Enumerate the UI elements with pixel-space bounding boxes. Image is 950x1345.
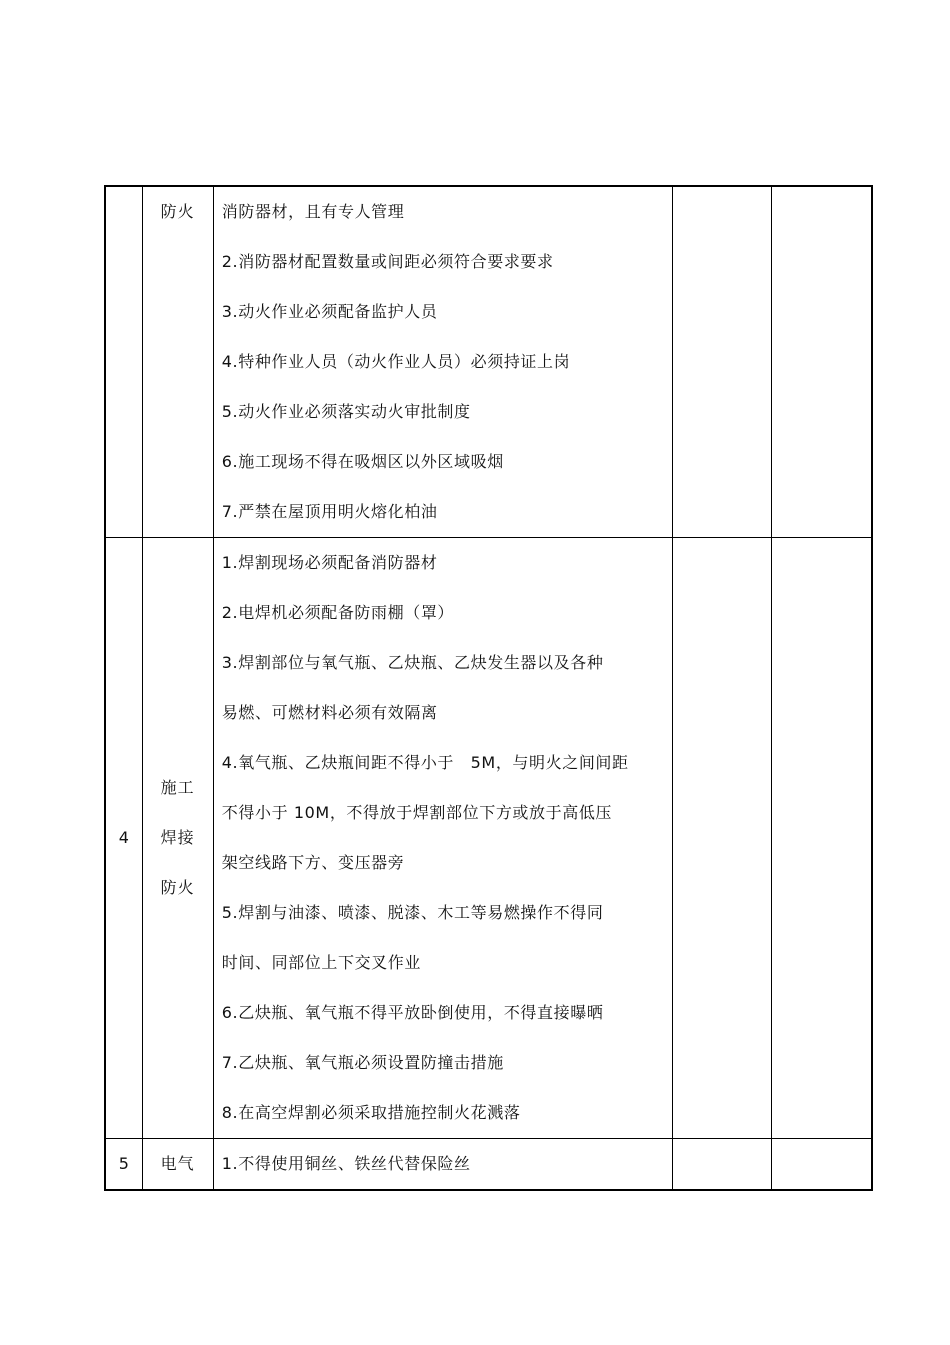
requirement-line: 5.焊割与油漆、喷漆、脱漆、木工等易燃操作不得同 bbox=[221, 903, 604, 922]
item-label: 防火 bbox=[160, 202, 195, 221]
remark-cell bbox=[772, 1139, 872, 1191]
requirement-line: 1.不得使用铜丝、铁丝代替保险丝 bbox=[221, 1154, 471, 1173]
item-cell bbox=[142, 186, 213, 538]
table-row bbox=[105, 538, 872, 1139]
requirement-line: 8.在高空焊割必须采取措施控制火花溅落 bbox=[221, 1103, 521, 1122]
remark-cell bbox=[772, 186, 872, 538]
row-number: 5 bbox=[118, 1154, 129, 1173]
requirement-line: 消防器材，且有专人管理 bbox=[221, 202, 405, 221]
requirement-line: 5.动火作业必须落实动火审批制度 bbox=[221, 402, 471, 421]
requirements-cell bbox=[213, 538, 672, 1139]
item-label: 电气 bbox=[160, 1154, 195, 1173]
table-row bbox=[105, 1139, 872, 1191]
check-result-cell bbox=[672, 1139, 771, 1191]
requirement-line: 6.乙炔瓶、氧气瓶不得平放卧倒使用，不得直接曝晒 bbox=[221, 1003, 604, 1022]
item-label-line: 施工 bbox=[160, 778, 195, 797]
requirements-cell bbox=[213, 186, 672, 538]
row-number-cell bbox=[105, 1139, 142, 1191]
requirement-line: 3.焊割部位与氧气瓶、乙炔瓶、乙炔发生器以及各种 bbox=[221, 653, 604, 672]
requirement-line: 易燃、可燃材料必须有效隔离 bbox=[221, 703, 438, 722]
requirement-line: 4.特种作业人员（动火作业人员）必须持证上岗 bbox=[221, 352, 571, 371]
remark-cell bbox=[772, 538, 872, 1139]
check-result-cell bbox=[672, 538, 771, 1139]
requirement-line: 7.严禁在屋顶用明火熔化柏油 bbox=[221, 502, 438, 521]
requirements-cell bbox=[213, 1139, 672, 1191]
item-cell bbox=[142, 1139, 213, 1191]
requirement-line: 架空线路下方、变压器旁 bbox=[221, 853, 405, 872]
requirement-line: 2.消防器材配置数量或间距必须符合要求要求 bbox=[221, 252, 554, 271]
requirement-line: 3.动火作业必须配备监护人员 bbox=[221, 302, 438, 321]
item-label-line: 焊接 bbox=[160, 828, 195, 847]
requirement-line: 不得小于 10M，不得放于焊割部位下方或放于高低压 bbox=[221, 803, 613, 822]
requirement-line: 7.乙炔瓶、氧气瓶必须设置防撞击措施 bbox=[221, 1053, 504, 1072]
requirement-line: 1.焊割现场必须配备消防器材 bbox=[221, 553, 438, 572]
requirement-line: 6.施工现场不得在吸烟区以外区域吸烟 bbox=[221, 452, 504, 471]
item-cell bbox=[142, 538, 213, 1139]
table-row bbox=[105, 186, 872, 538]
requirement-line: 时间、同部位上下交叉作业 bbox=[221, 953, 421, 972]
row-number-cell bbox=[105, 186, 142, 538]
requirement-line: 4.氧气瓶、乙炔瓶间距不得小于 5M，与明火之间间距 bbox=[221, 753, 629, 772]
row-number: 4 bbox=[118, 828, 129, 847]
safety-checklist-table bbox=[104, 185, 873, 1191]
item-label-line: 防火 bbox=[160, 878, 195, 897]
check-result-cell bbox=[672, 186, 771, 538]
requirement-line: 2.电焊机必须配备防雨棚（罩） bbox=[221, 603, 455, 622]
row-number-cell bbox=[105, 538, 142, 1139]
